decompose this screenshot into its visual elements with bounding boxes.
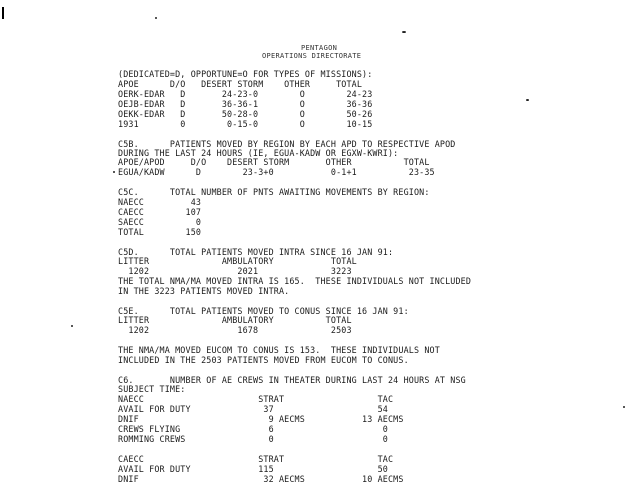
section-c5d-column-headers: LITTER AMBULATORY TOTAL <box>118 256 357 266</box>
section-c5b-title: C5B. PATIENTS MOVED BY REGION BY EACH APD TO RESPECTIVE APOD <box>118 139 456 149</box>
section-c5e-column-headers: LITTER AMBULATORY TOTAL <box>118 315 352 325</box>
missions-row: 1931 0 0-15-0 O 10-15 <box>118 119 373 129</box>
section-c5d-values: 1202 2021 3223 <box>118 266 352 276</box>
scan-speck <box>71 325 73 327</box>
caecc-row: AVAIL FOR DUTY 115 50 <box>118 464 388 474</box>
section-c5e-note: INCLUDED IN THE 2503 PATIENTS MOVED FROM EUCOM TO CONUS. <box>118 355 409 365</box>
naecc-row: DNIF 9 AECMS 13 AECMS <box>118 414 404 424</box>
scan-speck <box>402 31 406 33</box>
naecc-column-headers: NAECC STRAT TAC <box>118 394 394 404</box>
section-c5b-row: EGUA/KADW D 23-3+0 0-1+1 23-35 <box>118 167 435 177</box>
naecc-row: CREWS FLYING 6 0 <box>118 424 388 434</box>
missions-column-headers: APOE D/O DESERT STORM OTHER TOTAL <box>118 79 363 89</box>
section-c5c-row: NAECC 43 <box>118 197 202 207</box>
naecc-row: ROMMING CREWS 0 0 <box>118 434 388 444</box>
scan-speck <box>526 99 529 101</box>
section-c5d-title: C5D. TOTAL PATIENTS MOVED INTRA SINCE 16 JAN 91: <box>118 247 394 257</box>
scan-speck <box>113 171 115 173</box>
scan-speck <box>623 406 625 408</box>
document-header-line-1: PENTAGON <box>301 44 338 52</box>
section-c5e-note: THE NMA/MA MOVED EUCOM TO CONUS IS 153. THESE INDIVIDUALS NOT <box>118 345 440 355</box>
missions-row: OERK-EDAR D 24-23-0 O 24-23 <box>118 89 373 99</box>
missions-intro: (DEDICATED=D, OPPORTUNE=O FOR TYPES OF MISSIONS): <box>118 69 373 79</box>
caecc-row: DNIF 32 AECMS 10 AECMS <box>118 474 404 484</box>
document-header-line-2: OPERATIONS DIRECTORATE <box>262 52 362 60</box>
scan-mark-left <box>2 7 4 19</box>
section-c6-title: C6. NUMBER OF AE CREWS IN THEATER DURING LAST 24 HOURS AT NSG <box>118 375 466 385</box>
missions-row: OEJB-EDAR D 36-36-1 O 36-36 <box>118 99 373 109</box>
section-c5d-note: THE TOTAL NMA/MA MOVED INTRA IS 165. THESE INDIVIDUALS NOT INCLUDED <box>118 276 472 286</box>
section-c5c-row: CAECC 107 <box>118 207 202 217</box>
section-c5b-subtitle: DURING THE LAST 24 HOURS (IE, EGUA-KADW OR EGXW-KWRI): <box>118 148 399 158</box>
section-c5e-title: C5E. TOTAL PATIENTS MOVED TO CONUS SINCE 16 JAN 91: <box>118 306 409 316</box>
section-c5d-note: IN THE 3223 PATIENTS MOVED INTRA. <box>118 286 290 296</box>
caecc-column-headers: CAECC STRAT TAC <box>118 454 394 464</box>
section-c5b-column-headers: APOE/APOD D/O DESERT STORM OTHER TOTAL <box>118 157 430 167</box>
section-c5c-row: TOTAL 150 <box>118 227 202 237</box>
section-c5e-values: 1202 1678 2503 <box>118 325 352 335</box>
missions-row: OEKK-EDAR D 50-28-0 O 50-26 <box>118 109 373 119</box>
section-c6-subtitle: SUBJECT TIME: <box>118 384 186 394</box>
naecc-row: AVAIL FOR DUTY 37 54 <box>118 404 388 414</box>
section-c5c-row: SAECC 0 <box>118 217 202 227</box>
section-c5c-title: C5C. TOTAL NUMBER OF PNTS AWAITING MOVEMENTS BY REGION: <box>118 187 430 197</box>
scan-speck <box>155 17 157 19</box>
